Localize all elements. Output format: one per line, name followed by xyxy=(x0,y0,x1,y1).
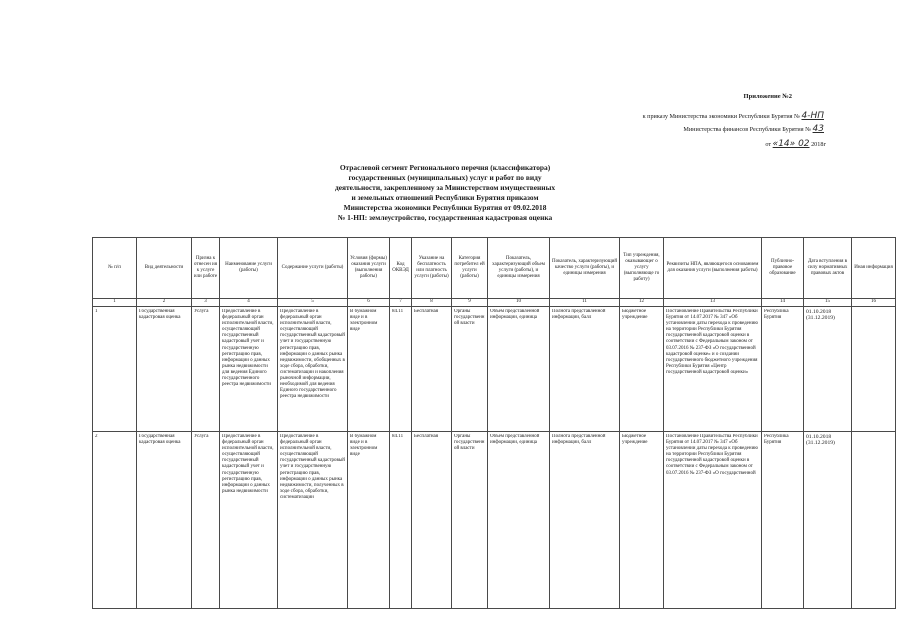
column-number: 15 xyxy=(804,299,852,307)
table-cell: Объем представленной информации, единица xyxy=(488,307,550,432)
table-cell xyxy=(852,432,896,609)
table-cell: Республика Бурятия xyxy=(762,432,804,609)
table-cell: Объем представленной информации, единица xyxy=(488,432,550,609)
table-cell: Полнота представленной информации, балл xyxy=(550,307,620,432)
ministry-prefix: Министерства финансов Республики Бурятия № xyxy=(683,126,811,133)
date-value-handwritten: «14» 02 xyxy=(772,139,810,149)
table-cell: 01.10.2018 (31.12.2019) xyxy=(804,307,852,432)
table-cell: 84.11 xyxy=(390,432,412,609)
table-cell: В бумажном виде и в электронном виде xyxy=(348,432,390,609)
column-header: Категория потребител ей услуги (работы) xyxy=(452,238,488,299)
order-date xyxy=(0,141,826,148)
table-cell: Услуга xyxy=(192,307,220,432)
column-number: 13 xyxy=(664,299,762,307)
title-line-5: Министерства экономики Республики Бурятия от 09.02.2018 xyxy=(343,203,547,212)
table-cell: Постановление Правительства Республики Бурятия от 14.07.2017 № 347 «Об установлении даты перехода к проведению на территории Республики Бурятия государственной кадастровой оценки в соответствии с Федеральным законом от 03.07.2016 № 237-ФЗ «О государственной xyxy=(664,432,762,609)
table-cell: Бюджетное учреждение xyxy=(620,307,664,432)
table-row xyxy=(93,432,896,609)
column-number: 6 xyxy=(348,299,390,307)
column-number: 11 xyxy=(550,299,620,307)
table-cell: Предоставление в федеральный орган исполнительной власти, осуществляющий государственный кадастровый учет и государственную регистрацию прав, информации о данных рынка недвижимости для ведения Единого государственного реестра недвижимости xyxy=(220,307,278,432)
column-header: Показатель, характеризующий качество услуги (работы), и единицы измерения xyxy=(550,238,620,299)
table-cell: 1 xyxy=(93,307,137,432)
document-title xyxy=(230,163,660,223)
table-cell: В бумажном виде и в электронном виде xyxy=(348,307,390,432)
column-header: Наименование услуги (работы) xyxy=(220,238,278,299)
column-header: № п/п xyxy=(93,238,137,299)
ministry-reference xyxy=(0,126,824,133)
appendix-label: Приложение №2 xyxy=(743,93,792,100)
column-header: Реквизиты НПА, являющегося основанием для оказания услуги (выполнения работы) xyxy=(664,238,762,299)
column-header: Условия (формы) оказания услуги (выполнения работы) xyxy=(348,238,390,299)
column-number: 2 xyxy=(137,299,192,307)
column-number: 5 xyxy=(278,299,348,307)
table-cell: Государственная кадастровая оценка xyxy=(137,307,192,432)
column-header: Содержание услуги (работы) xyxy=(278,238,348,299)
order-number-handwritten: 4-НП xyxy=(801,111,824,121)
column-number: 12 xyxy=(620,299,664,307)
column-header: Указание на бесплатность или платность услуги (работы) xyxy=(412,238,452,299)
table-cell: Республика Бурятия xyxy=(762,307,804,432)
date-prefix: от xyxy=(765,141,772,148)
column-header: Тип учреждения, оказывающег о услугу (выполняюще го работу) xyxy=(620,238,664,299)
table-cell: Органы государственной власти xyxy=(452,307,488,432)
title-line-4: и земельных отношений Республики Бурятия приказом xyxy=(351,193,539,202)
table-cell: Бесплатная xyxy=(412,307,452,432)
table-cell: Постановление Правительства Республики Бурятия от 14.07.2017 № 347 «Об установлении даты перехода к проведению на территории Республики Бурятия государственной кадастровой оценки в соответствии с Федеральным законом от 03.07.2016 № 237-ФЗ «О государственной кадастровой оценке» и о создании государственного бюджетного учреждения Республики Бурятия «Центр государственной кадастровой оценки» xyxy=(664,307,762,432)
column-number: 4 xyxy=(220,299,278,307)
table-row xyxy=(93,307,896,432)
table-cell: Государственная кадастровая оценка xyxy=(137,432,192,609)
table-cell: 01.10.2018 (31.12.2019) xyxy=(804,432,852,609)
table-cell: Предоставление в федеральный орган исполнительной власти, осуществляющий государственный кадастровый учет и государственную регистрацию прав, информации о данных рынка недвижимости xyxy=(220,432,278,609)
table-cell: Услуга xyxy=(192,432,220,609)
column-header: Призна к отнесен ия к услуге или работе xyxy=(192,238,220,299)
column-header: Показатель, характеризующий объем услуги (работы), и единицы измерения xyxy=(488,238,550,299)
column-header: Дата вступления в силу нормативных правовых актов xyxy=(804,238,852,299)
column-number: 1 xyxy=(93,299,137,307)
column-number: 10 xyxy=(488,299,550,307)
table-cell xyxy=(852,307,896,432)
date-year: 2018г xyxy=(811,141,826,148)
table-cell: 84.11 xyxy=(390,307,412,432)
column-header: Иная информация xyxy=(852,238,896,299)
column-header: Вид деятельности xyxy=(137,238,192,299)
table-header-row xyxy=(93,238,896,299)
column-number: 16 xyxy=(852,299,896,307)
title-line-1: Отраслевой сегмент Регионального перечня (классификатора) xyxy=(339,163,551,172)
column-header: Код ОКВЭД xyxy=(390,238,412,299)
table-cell: Бесплатная xyxy=(412,432,452,609)
table-cell: Полнота представленной информации, балл xyxy=(550,432,620,609)
column-number: 3 xyxy=(192,299,220,307)
table-cell: 2 xyxy=(93,432,137,609)
services-register-table xyxy=(92,237,896,609)
table-cell: Предоставление в федеральный орган исполнительной власти, осуществляющий государственный кадастровый учет и государственную регистрацию прав, информации о данных рынка недвижимости, полученных в ходе сбора, обработки, систематизации xyxy=(278,432,348,609)
order-prefix: к приказу Министерства экономики Республики Бурятия № xyxy=(642,113,800,120)
column-number: 9 xyxy=(452,299,488,307)
table-cell: Бюджетное учреждение xyxy=(620,432,664,609)
ministry-number-handwritten: 43 xyxy=(812,124,824,134)
title-line-6: № 1-НП: землеустройство, государственная кадастровая оценка xyxy=(337,213,553,222)
title-line-2: государственных (муниципальных) услуг и работ по виду xyxy=(348,173,542,182)
column-number: 7 xyxy=(390,299,412,307)
column-header: Публично-правовое образование xyxy=(762,238,804,299)
column-number: 8 xyxy=(412,299,452,307)
order-reference xyxy=(0,113,824,120)
table-cell: Органы государственной власти xyxy=(452,432,488,609)
column-number-row xyxy=(93,299,896,307)
table-cell: Предоставление в федеральный орган исполнительной власти, осуществляющий государственный кадастровый учет и государственную регистрацию прав, информации о данных рынка недвижимости, обобщенных в ходе сбора, обработки, систематизации и накопления рыночной информации, необходимой для ведения Единого государственного реестра недвижимости xyxy=(278,307,348,432)
title-line-3: деятельности, закрепленному за Министерством имущественных xyxy=(334,183,556,192)
column-number: 14 xyxy=(762,299,804,307)
